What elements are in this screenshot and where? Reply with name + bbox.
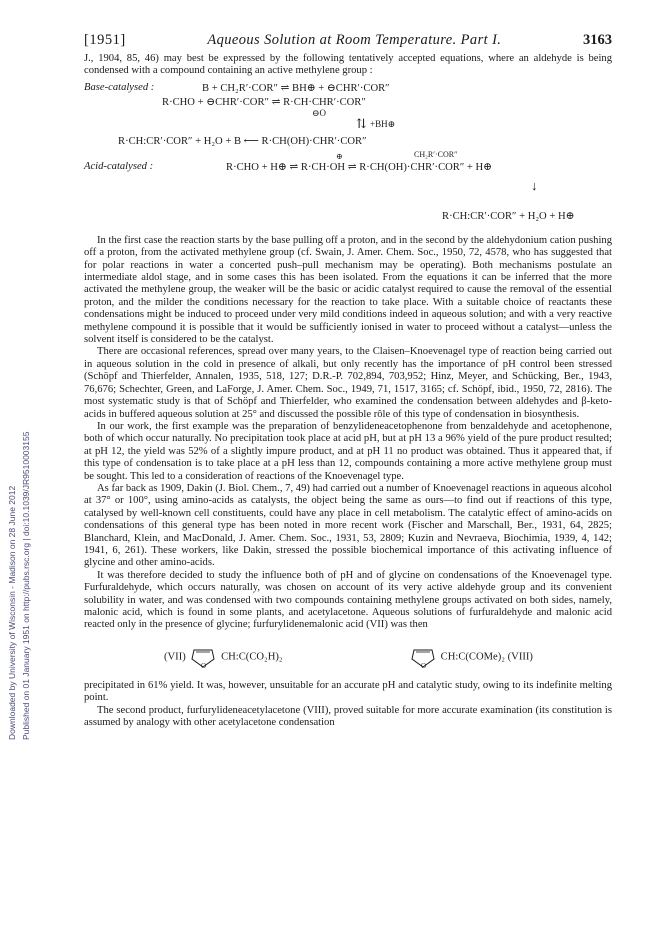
structure-vii-formula: CH:C(CO₂H)₂: [221, 651, 283, 663]
base-catalysed-label: Base-catalysed :: [84, 81, 155, 93]
structure-viii-formula: CH:C(COMe)₂: [440, 651, 505, 663]
paragraph-7: The second product, furfurylideneacetylacetone (VIII), proved suitable for more accurate examination (its constitution is assumed by analogy with other acetylacetone condensation: [84, 704, 612, 729]
intro-paragraph: J., 1904, 85, 46) may best be expressed by the following tentatively accepted equations, where an aldehyde is being condensed with a compound containing an active methylene group :: [84, 53, 612, 77]
intro-text: [84, 53, 612, 78]
furan-ring-icon: [190, 644, 216, 670]
ring-oxygen: O: [421, 661, 427, 670]
header-year: [1951]: [84, 32, 126, 48]
equation-1: B + CH₂R′·COR″ ⇌ BH⊕ + ⊖CHR′·COR″: [202, 82, 390, 94]
equation-3: R·CH:CR′·COR″ + H₂O + B ⟵ R·CH(OH)·CHR′·COR″: [118, 135, 367, 147]
equation-5: R·CH:CR′·COR″ + H₂O + H⊕: [442, 210, 575, 222]
enolate-oxygen: ⊖O: [312, 107, 327, 118]
reaction-arrow-down: ↓: [531, 177, 538, 193]
paragraph-3: In our work, the first example was the preparation of benzylideneacetophenone from benzaldehyde and acetophenone, both of which occur naturally. No precipitation took place at acid pH, but at pH 13 a 96% yield of the pure product resulted; at pH 12, the yield was 52% of a slightly impure product, and at pH 11 no product was obtained. Thus it appeared that, if this type of condensation is to take place at a pH less than 12, compounds containing a more active methylene group must be sought. This led to a consideration of reactions of the Knoevenagel type.: [84, 420, 612, 482]
furan-ring-icon: [410, 644, 436, 670]
header-title: Aqueous Solution at Room Temperature. Part I.: [207, 32, 502, 48]
structure-viii: [408, 644, 533, 670]
paragraph-6: precipitated in 61% yield. It was, however, unsuitable for an accurate pH and catalytic study, owing to its indefinite melting point.: [84, 679, 612, 704]
watermark-downloaded: Downloaded by University of Wisconsin - Madison on 28 June 2012: [7, 485, 17, 740]
paragraph-1: In the first case the reaction starts by the base pulling off a proton, and in the second by the aldehydonium cation pushing off a proton, from the activated methylene group (cf. Swain, J. Amer. Chem. Soc., 1950, 72, 4578, who has suggested that for polar reactions in water a concerted push–pull mechanism may be operating). Both mechanisms postulate an intermediate aldol stage, and in some cases this has been isolated. From the equations it can be inferred that the more activated the methylene group, the weaker will be the basic or acidic catalyst required to cause the removal of the essential proton, and the milder the conditions necessary for the reaction to take place. With a suitable choice of reactants these condensations might be induced to proceed under very mild conditions indeed in aqueous solution; and with a very reactive methylene compound it is possible that it would be sufficiently ionised in water to proceed without a catalyst—unless the solvent itself is considered to be the catalyst.: [84, 234, 612, 346]
acid-catalysed-label: Acid-catalysed :: [84, 160, 154, 172]
protonation-label: +BH⊕: [370, 118, 396, 129]
structure-row: [84, 634, 612, 678]
equation-block: [84, 78, 612, 235]
ring-oxygen: O: [201, 661, 207, 670]
tail-text: [84, 680, 612, 730]
structure-viii-label: (VIII): [507, 651, 533, 663]
paragraph-5: It was therefore decided to study the influence both of pH and of glycine on condensations of the Knoevenagel type. Furfuraldehyde, which occurs naturally, was chosen on account of its very active aldehyde group and its convenient solubility in water, and was condensed with two compounds containing methylene groups activated on both sides, namely, malonic acid, which is found in some plants, and acetylacetone. Aqueous solutions of furfuraldehyde and malonic acid reacted only in the presence of glycine; furfurylidenemalonic acid (VII) was then: [84, 569, 612, 631]
journal-page: [84, 32, 612, 729]
cation-charge: ⊕: [336, 151, 343, 161]
equation-2: R·CHO + ⊖CHR′·COR″ ⇌ R·CH·CHR′·COR″: [162, 96, 366, 108]
page-number: 3163: [582, 32, 612, 48]
reagent-above-arrow: CH₂R′·COR″: [414, 149, 458, 159]
running-header: [84, 32, 612, 49]
structure-vii-label: (VII): [164, 651, 186, 663]
equilibrium-arrow-vertical: ⇅: [356, 115, 367, 131]
body-text: [84, 235, 612, 632]
structure-vii: [164, 644, 283, 670]
paragraph-4: As far back as 1909, Dakin (J. Biol. Chem., 7, 49) had carried out a number of Knoevenagel reactions in aqueous alcohol at 37° or 100°, using amino-acids as catalysts, the object being the same as ours—to find out if reactions of this type, catalysed by well-known cell constituents, could have any place in cell metabolism. The catalytic effect of amino-acids on condensations of this general type has been noted in more recent work (Fischer and Marschall, Ber., 1931, 64, 2825; Blanchard, Klein, and MacDonald, J. Amer. Chem. Soc., 1931, 53, 2809; Kuzin and Nevraeva, Biochimia, 1939, 4, 142; 1941, 6, 261). These workers, like Dakin, stressed the possible biochemical importance of this activating influence of glycine and other amino-acids.: [84, 482, 612, 569]
download-watermark: [2, 140, 36, 740]
paragraph-2: There are occasional references, spread over many years, to the Claisen–Knoevenagel type of reaction being carried out in aqueous solution in the cold in presence of alkali, but only recently has the importance of pH control been stressed (Schöpf and Thierfelder, Annalen, 1935, 518, 127; D.R.-P. 702,894, 703,952; Hinz, Meyer, and Schücking, Ber., 1943, 76,676; Schechter, Green, and LaForge, J. Amer. Chem. Soc., 1949, 71, 1517, 3165; cf. Schöpf, ibid., 1950, 72, 2816). The most systematic study is that of Schöpf and Thierfelder, who examined the condensation between aldehydes and β-keto-acids in buffered aqueous solution at 25° and discussed the possible rôle of this type of condensation in biosynthesis.: [84, 346, 612, 420]
watermark-published: Published on 01 January 1951 on http://pubs.rsc.org | doi:10.1039/JR9510003155: [21, 431, 31, 740]
equation-4: R·CHO + H⊕ ⇌ R·CH·OH ⇌ R·CH(OH)·CHR′·COR″ + H⊕: [226, 161, 493, 173]
